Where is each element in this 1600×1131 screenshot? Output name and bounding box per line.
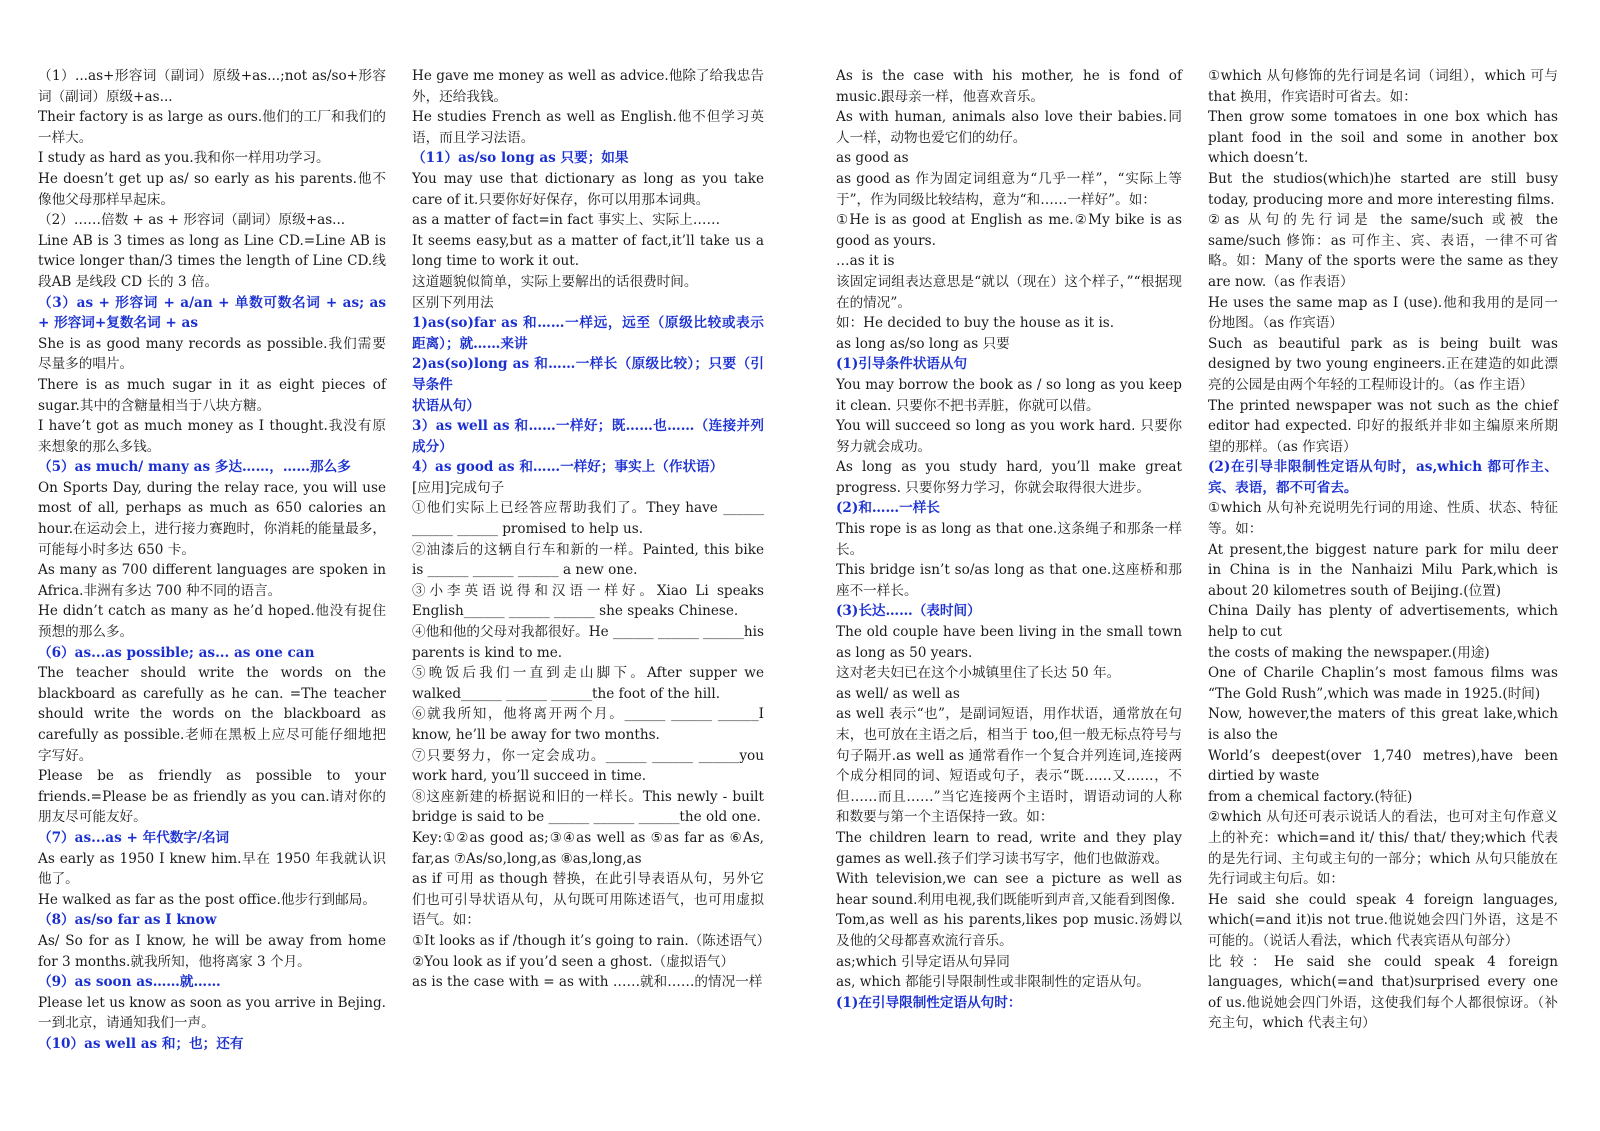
- text-line: Please let us know as soon as you arrive in Bejing.一到北京，请通知我们一声。: [38, 994, 386, 1032]
- text-line: This rope is as long as that one.这条绳子和那条一样长。: [836, 521, 1182, 558]
- text-line: It seems easy,but as a matter of fact,it’ll take us a long time to work it out.: [412, 232, 764, 270]
- text-line: Now, however,the maters of this great lake,which is also the: [1208, 706, 1558, 743]
- section-heading: (2)在引导非限制性定语从句时，as,which 都可作主、宾、表语，都不可省去。: [1208, 459, 1558, 496]
- text-line: as well/ as well as: [836, 685, 960, 702]
- text-line: 这对老夫妇已在这个小城镇里住了长达 50 年。: [836, 665, 1121, 682]
- text-line: This bridge isn’t so/as long as that one.这座桥和那座不一样长。: [836, 562, 1182, 599]
- text-line: Their factory is as large as ours.他们的工厂和我们的一样大。: [38, 109, 386, 146]
- text-line: He studies French as well as English.他不但学习英语，而且学习法语。: [412, 109, 764, 146]
- text-line: ①which 从句修饰的先行词是名词（词组），which 可与 that 换用，作宾语时可省去。如：: [1208, 68, 1558, 105]
- text-line: （2）……倍数 + as + 形容词（副词）原级+as...: [38, 212, 346, 229]
- text-line: ⑤晚饭后我们一直到走山脚下。After supper we walked______ ______ ______the foot of the hill.: [412, 665, 764, 702]
- text-line: World’s deepest(over 1,740 metres),have been dirtied by waste: [1208, 747, 1558, 785]
- section-heading: （9）as soon as……就……: [38, 974, 221, 991]
- text-line: ④他和他的父母对我都很好。He ______ ______ ______his parents is kind to me.: [412, 624, 765, 661]
- section-heading: （3）as + 形容词 + a/an + 单数可数名词 + as; as + 形容词+复数名词 + as: [38, 294, 386, 332]
- text-line: ②You look as if you’d seen a ghost.（虚拟语气）: [412, 953, 735, 970]
- text-line: as is the case with = as with ……就和……的情况一样: [412, 974, 763, 991]
- text-line: as good as: [836, 150, 909, 167]
- text-line: ①It looks as if /though it’s going to rain.（陈述语气）: [412, 932, 771, 949]
- text-line: [应用]完成句子: [412, 479, 505, 496]
- text-line: Key:①②as good as;③④as well as ⑤as far as ⑥As, far,as ⑦As/so,long,as ⑧as,long,as: [412, 829, 764, 867]
- text-line: China Daily has plenty of advertisements, which help to cut: [1208, 603, 1558, 641]
- text-line: …as it is: [836, 253, 895, 270]
- section-heading: 3）as well as 和……一样好；既……也……（连接并列成分）: [412, 418, 764, 455]
- section-heading: (1)在引导限制性定语从句时：: [836, 994, 1022, 1011]
- text-line: the costs of making the newspaper.(用途): [1208, 644, 1490, 661]
- section-heading: (3)长达……（表时间）: [836, 603, 981, 620]
- column-2: [412, 66, 771, 993]
- text-line: You will succeed so long as you work hard. 只要你努力就会成功。: [836, 418, 1182, 455]
- text-line: as a matter of fact=in fact 事实上、实际上……: [412, 212, 721, 229]
- text-line: As/ So for as I know, he will be away from home for 3 months.就我所知，他将离家 3 个月。: [38, 932, 386, 970]
- section-heading: （11）as/so long as 只要；如果: [412, 150, 629, 167]
- text-line: As early as 1950 I knew him.早在 1950 年我就认识他了。: [38, 850, 386, 888]
- text-line: ②which 从句还可表示说话人的看法，也可对主句作意义上的补充：which=and it/ this/ that/ they;which 代表的是先行词、主句或主句的一部分；which 从句只能放在先行词或主句后。如：: [1208, 809, 1558, 888]
- text-line: As many as 700 different languages are spoken in Africa.非洲有多达 700 种不同的语言。: [38, 562, 386, 599]
- section-heading: 4）as good as 和……一样好；事实上（作状语）: [412, 459, 724, 476]
- text-line: as;which 引导定语从句异同: [836, 953, 1010, 970]
- text-line: Such as beautiful park as is being built was designed by two young engineers.正在建造的如此漂亮的公园是由两个年轻的工程师设计的。（as 作主语）: [1208, 335, 1558, 393]
- text-line: as if 可用 as though 替换，在此引导表语从句，另外它们也可引导状语从句，从句既可用陈述语气，也可用虚拟语气。如：: [412, 871, 764, 929]
- text-line: He doesn’t get up as/ so early as his parents.他不像他父母那样早起床。: [38, 170, 386, 208]
- text-line: ①他们实际上已经答应帮助我们了。They have ______ ______ ______ promised to help us.: [412, 500, 764, 538]
- text-line: He didn’t catch as many as he’d hoped.他没有捉住预想的那么多。: [38, 603, 386, 641]
- section-heading: (1)引导条件状语从句: [836, 356, 968, 373]
- section-heading: (2)和……一样长: [836, 500, 940, 517]
- section-heading: （10）as well as 和；也；还有: [38, 1035, 244, 1052]
- text-line: ②油漆后的这辆自行车和新的一样。Painted, this bike is ______ ______ ______ a new one.: [412, 541, 764, 579]
- text-line: The old couple have been living in the small town as long as 50 years.: [836, 624, 1182, 661]
- text-line: 如：He decided to buy the house as it is.: [836, 315, 1115, 332]
- text-line: He gave me money as well as advice.他除了给我忠告外，还给我钱。: [412, 68, 764, 105]
- section-heading: （5）as much/ many as 多达……，……那么多: [38, 459, 351, 476]
- text-line: ①He is as good at English as me.②My bike is as good as yours.: [836, 212, 1182, 249]
- text-line: I have’t got as much money as I thought.我没有原来想象的那么多钱。: [38, 418, 386, 455]
- text-line: The printed newspaper was not such as the chief editor had expected. 印好的报纸并非如主编原来所期望的那样。（as 作宾语）: [1208, 397, 1558, 455]
- text-line: Then grow some tomatoes in one box which has plant food in the soil and some in another box which doesn’t.: [1208, 109, 1558, 167]
- text-line: At present,the biggest nature park for milu deer in China is in the Nanhaizi Milu Park,which is about 20 kilometres south of Beijing.(位置): [1208, 541, 1558, 599]
- text-line: She is as good many records as possible.我们需要尽量多的唱片。: [38, 335, 386, 373]
- section-heading: （6）as...as possible; as... as one can: [38, 644, 315, 661]
- text-line: Line AB is 3 times as long as Line CD.=Line AB is twice longer than/3 times the length of Line CD.线段AB 是线段 CD 长的 3 倍。: [38, 232, 386, 290]
- text-line: ⑥就我所知，他将离开两个月。______ ______ ______I know, he’ll be away for two months.: [412, 706, 764, 743]
- text-line: as long as/so long as 只要: [836, 335, 1010, 352]
- text-line: He uses the same map as I (use).他和我用的是同一份地图。（as 作宾语）: [1208, 294, 1558, 332]
- text-line: ①which 从句补充说明先行词的用途、性质、状态、特征等。如：: [1208, 500, 1558, 538]
- text-line: You may borrow the book as / so long as you keep it clean. 只要你不把书弄脏，你就可以借。: [836, 376, 1182, 414]
- text-line: The teacher should write the words on the blackboard as carefully as he can. =The teacher should write the words on the blackboard as carefully as possible.老师在黑板上应尽可能仔细地把字写好。: [38, 665, 386, 764]
- text-line: （1）...as+形容词（副词）原级+as...;not as/so+形容词（副词）原级+as...: [38, 68, 386, 105]
- text-line: As is the case with his mother, he is fond of music.跟母亲一样，他喜欢音乐。: [836, 68, 1182, 105]
- text-line: as, which 都能引导限制性或非限制性的定语从句。: [836, 974, 1150, 991]
- text-line: The children learn to read, write and they play games as well.孩子们学习读书写字，他们也做游戏。: [836, 829, 1182, 867]
- text-line: 这道题貌似简单，实际上要解出的话很费时间。: [412, 273, 698, 290]
- text-line: from a chemical factory.(特征): [1208, 788, 1413, 805]
- text-line: As long as you study hard, you’ll make great progress. 只要你努力学习，你就会取得很大进步。: [836, 459, 1182, 496]
- column-3: [836, 66, 1182, 1013]
- section-heading: 状语从句）: [412, 397, 480, 414]
- text-line: ②as 从句的先行词是 the same/such 或被 the same/such 修饰：as 可作主、宾、表语，一律不可省略。如：Many of the sports were the same as they are now.（as 作表语）: [1208, 212, 1558, 290]
- text-line: You may use that dictionary as long as you take care of it.只要你好好保存，你可以用那本词典。: [412, 170, 764, 208]
- text-line: On Sports Day, during the relay race, you will use most of all, perhaps as much as 650 calories an hour.在运动会上，进行接力赛跑时，你消耗的能量最多，可能每小时多达 650 卡。: [38, 479, 386, 558]
- text-line: He walked as far as the post office.他步行到邮局。: [38, 891, 376, 908]
- column-4: [1208, 66, 1558, 1034]
- section-heading: 1)as(so)far as 和……一样远，远至（原级比较或表示距离）；就……来讲: [412, 315, 764, 352]
- text-line: 比较：He said she could speak 4 foreign languages, which(=and that)surprised every one of us.他说她会四门外语，这使我们每个人都很惊讶。（补充主句，which 代表主句）: [1208, 953, 1558, 1032]
- text-line: ③小李英语说得和汉语一样好。Xiao Li speaks English______ ______ ______ she speaks Chinese.: [412, 582, 764, 620]
- text-line: Please be as friendly as possible to your friends.=Please be as friendly as you can.请对你的朋友尽可能友好。: [38, 768, 386, 826]
- text-line: 该固定词组表达意思是“就以（现在）这个样子，”“根据现在的情况”。: [836, 273, 1182, 311]
- text-line: ⑧这座新建的桥据说和旧的一样长。This newly - built bridge is said to be ______ ______ ______the old one.: [412, 788, 764, 826]
- section-heading: 2)as(so)long as 和……一样长（原级比较）；只要（引导条件: [412, 356, 764, 393]
- text-line: But the studios(which)he started are still busy today, producing more and more interesting films.: [1208, 170, 1558, 208]
- text-line: as good as 作为固定词组意为“几乎一样”，“实际上等于”，作为同级比较结构，意为“和……一样好”。如：: [836, 170, 1182, 208]
- text-line: There is as much sugar in it as eight pieces of sugar.其中的含糖量相当于八块方糖。: [38, 376, 386, 414]
- text-line: With television,we can see a picture as well as hear sound.利用电视,我们既能听到声音,又能看到图像.: [836, 871, 1182, 908]
- text-line: Tom,as well as his parents,likes pop music.汤姆以及他的父母都喜欢流行音乐。: [836, 912, 1182, 949]
- text-line: He said she could speak 4 foreign languages, which(=and it)is not true.他说她会四门外语，这是不可能的。（说话人看法，which 代表宾语从句部分）: [1208, 891, 1558, 949]
- text-line: One of Charile Chaplin’s most famous films was “The Gold Rush”,which was made in 1925.(时间): [1208, 665, 1558, 702]
- section-heading: （8）as/so far as I know: [38, 912, 217, 929]
- section-heading: （7）as...as + 年代数字/名词: [38, 829, 230, 846]
- column-1: [38, 66, 386, 1055]
- text-line: As with human, animals also love their babies.同人一样，动物也爱它们的幼仔。: [836, 109, 1182, 146]
- text-line: as well 表示“也”，是副词短语，用作状语，通常放在句末，也可放在主语之后，相当于 too,但一般无标点符号与句子隔开.as well as 通常看作一个复合并列连词,连接两个成分相同的词、短语或句子，表示“既……又……，不但……而且……”当它连接两个主语时，谓语动词的人称和数要与第一个主语保持一致。如：: [836, 706, 1182, 826]
- text-line: I study as hard as you.我和你一样用功学习。: [38, 150, 330, 167]
- text-line: ⑦只要努力，你一定会成功。______ ______ ______you work hard, you’ll succeed in time.: [412, 747, 764, 785]
- text-line: 区别下列用法: [412, 294, 494, 311]
